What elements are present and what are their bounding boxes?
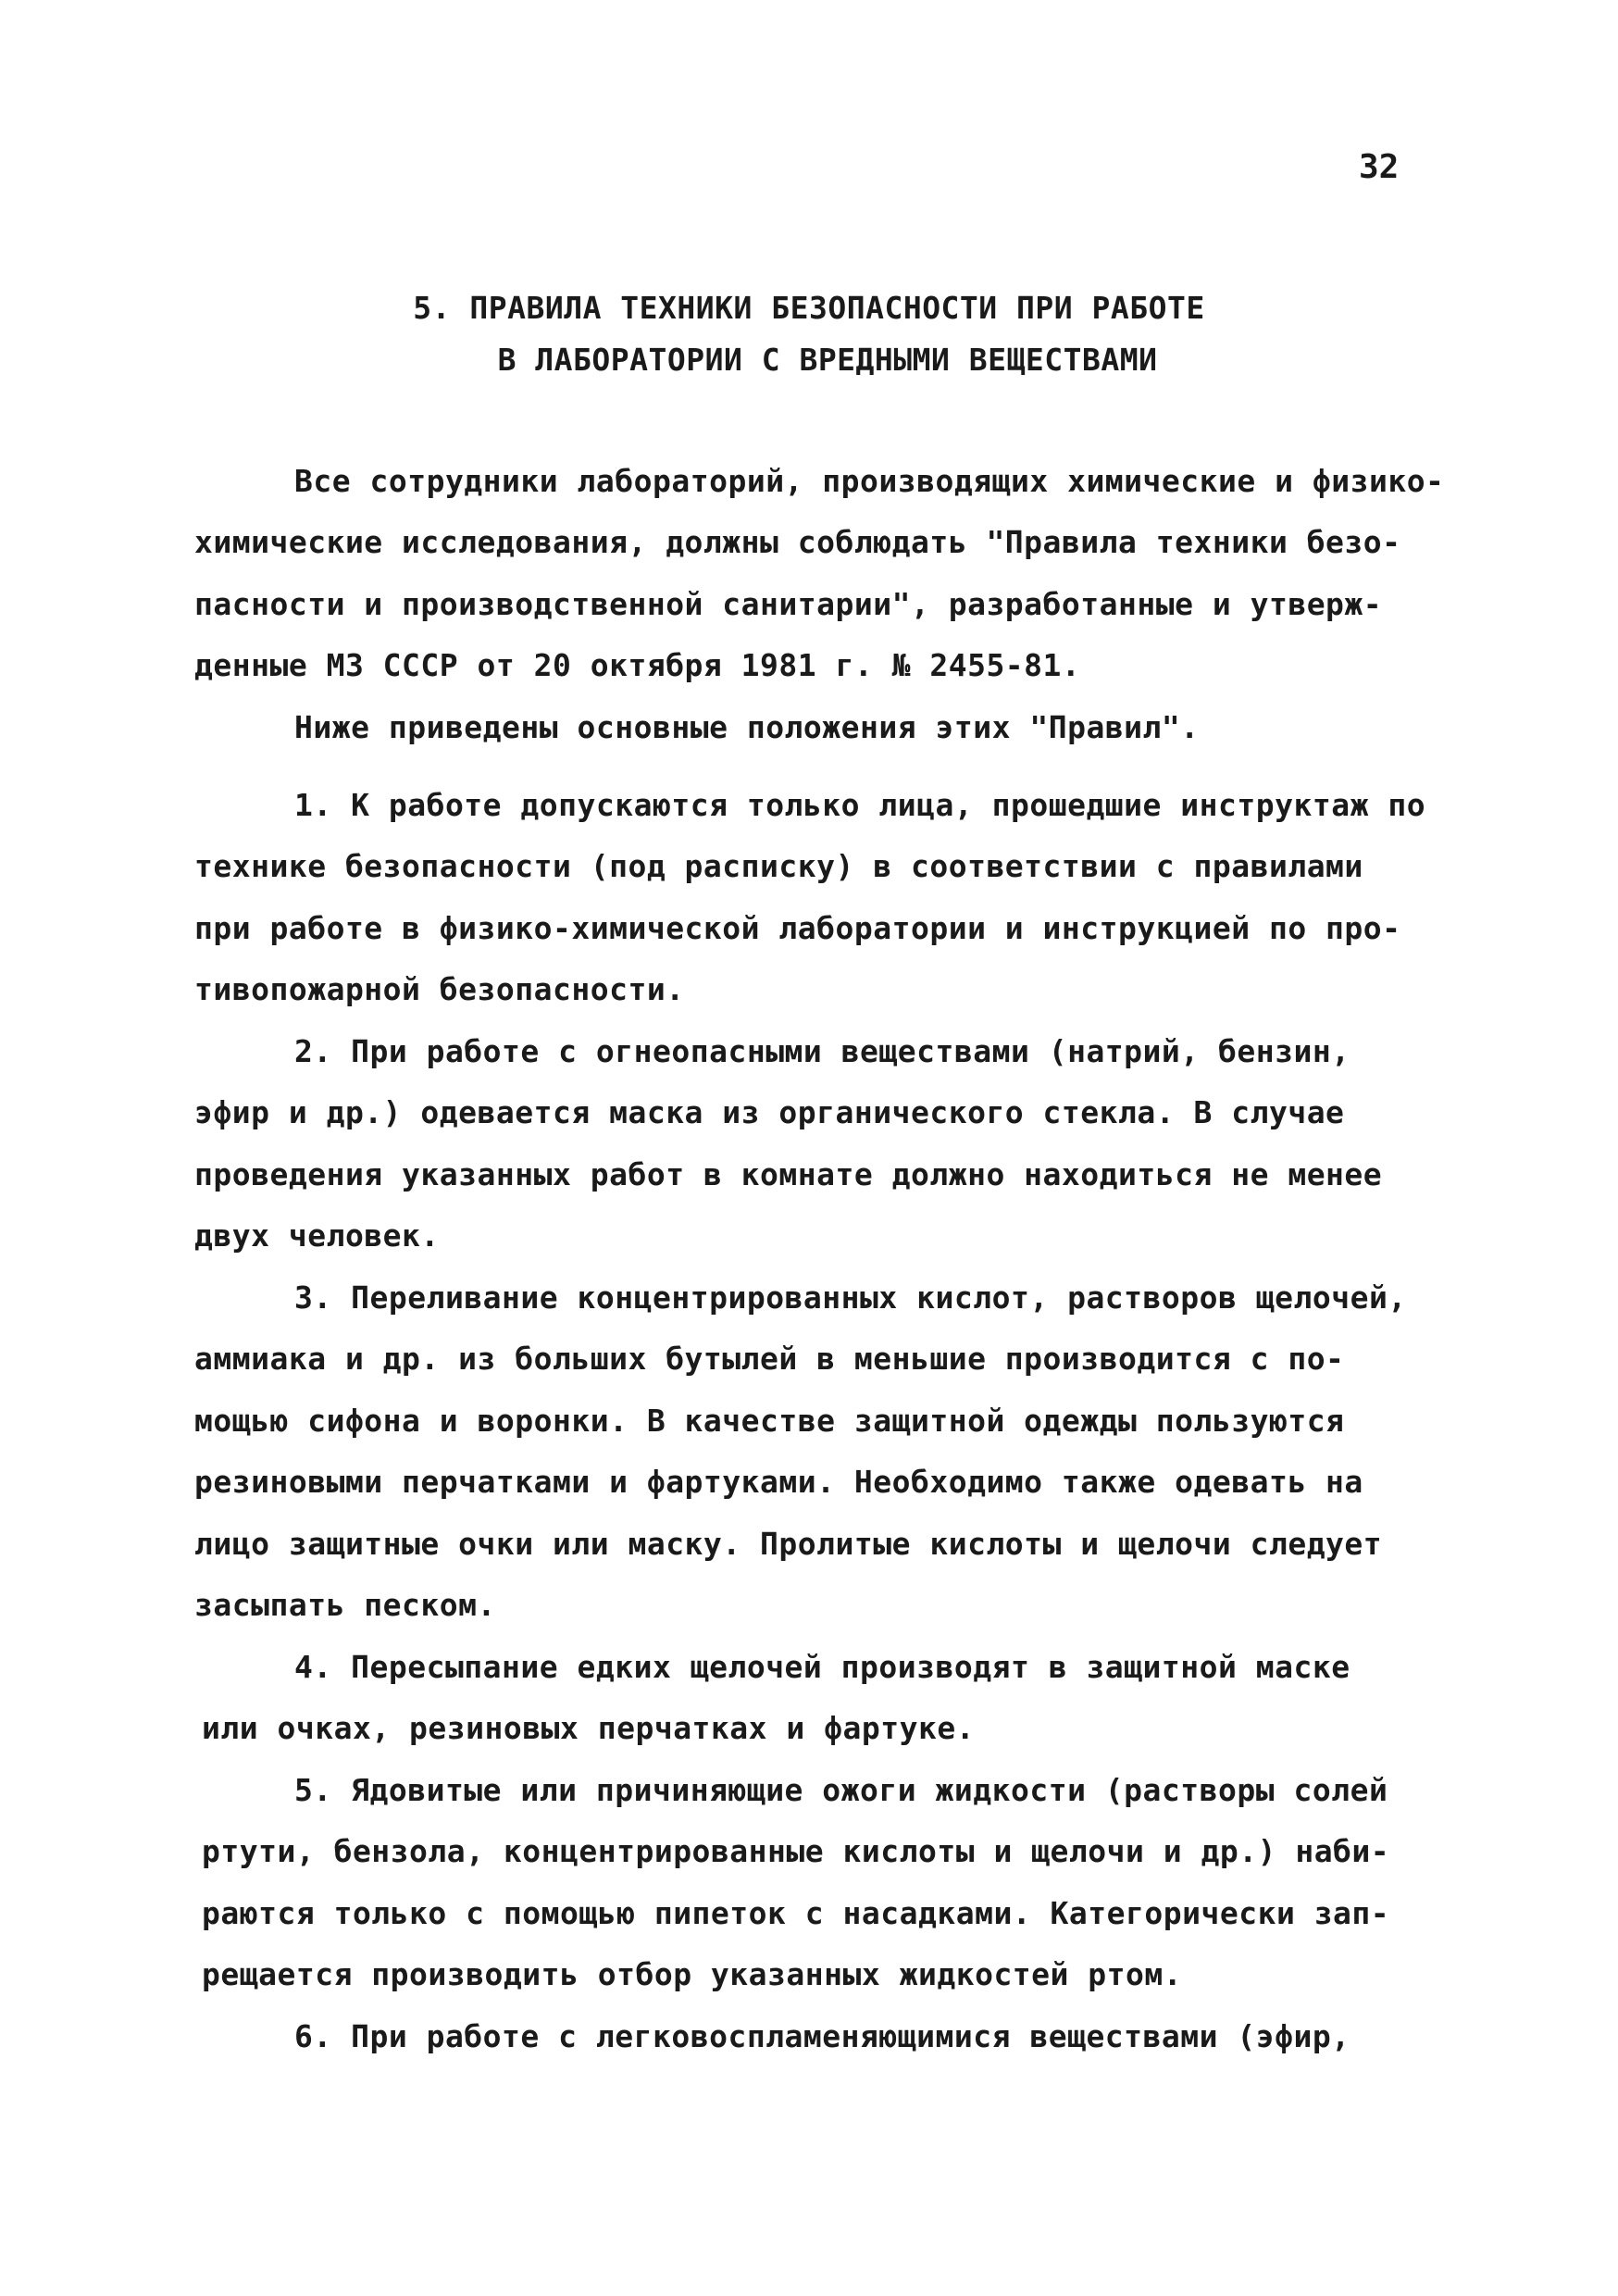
text-line: 5. Ядовитые или причиняющие ожоги жидкости (растворы солей (294, 1772, 1388, 1808)
text-line: при работе в физико-химической лаборатории и инструкцией по про- (194, 910, 1401, 946)
text-line: лицо защитные очки или маску. Пролитые кислоты и щелочи следует (194, 1526, 1383, 1562)
text-line: эфир и др.) одевается маска из органического стекла. В случае (194, 1094, 1345, 1130)
section-heading-line-1: 5. ПРАВИЛА ТЕХНИКИ БЕЗОПАСНОСТИ ПРИ РАБОТЕ (413, 290, 1205, 326)
text-line: ртути, бензола, концентрированные кислоты и щелочи и др.) наби- (202, 1833, 1390, 1869)
text-line: 3. Переливание концентрированных кислот, растворов щелочей, (294, 1279, 1407, 1316)
section-heading (0, 282, 1618, 386)
text-line: Ниже приведены основные положения этих "Правил". (294, 709, 1200, 745)
text-line: засыпать песком. (194, 1587, 496, 1623)
text-line: или очках, резиновых перчатках и фартуке. (202, 1710, 976, 1746)
text-line: денные МЗ СССР от 20 октября 1981 г. № 2455-81. (194, 647, 1081, 683)
text-line: проведения указанных работ в комнате должно находиться не менее (194, 1156, 1383, 1192)
text-line: 6. При работе с легковоспламеняющимися веществами (эфир, (294, 2018, 1350, 2054)
text-line: рещается производить отбор указанных жидкостей ртом. (202, 1956, 1183, 1992)
text-line: двух человек. (194, 1217, 440, 1254)
text-line: химические исследования, должны соблюдать "Правила техники безо- (194, 524, 1401, 560)
section-heading-line-2: В ЛАБОРАТОРИИ С ВРЕДНЫМИ ВЕЩЕСТВАМИ (497, 342, 1158, 378)
text-line: раются только с помощью пипеток с насадками. Категорически зап- (202, 1895, 1390, 1931)
text-line: 1. К работе допускаются только лица, прошедшие инструктаж по (294, 787, 1426, 823)
text-line: 2. При работе с огнеопасными веществами (натрий, бензин, (294, 1033, 1350, 1069)
text-line: технике безопасности (под расписку) в соответствии с правилами (194, 848, 1363, 884)
page-number: 32 (1359, 148, 1400, 186)
text-line: тивопожарной безопасности. (194, 971, 685, 1007)
text-line: Все сотрудники лабораторий, производящих химические и физико- (294, 463, 1445, 499)
text-line: мощью сифона и воронки. В качестве защитной одежды пользуются (194, 1403, 1345, 1439)
text-line: пасности и производственной санитарии", разработанные и утверж- (194, 586, 1383, 622)
text-line: 4. Пересыпание едких щелочей производят в защитной маске (294, 1649, 1350, 1685)
text-line: аммиака и др. из больших бутылей в меньшие производится с по- (194, 1341, 1345, 1377)
text-line: резиновыми перчатками и фартуками. Необходимо также одевать на (194, 1464, 1363, 1500)
